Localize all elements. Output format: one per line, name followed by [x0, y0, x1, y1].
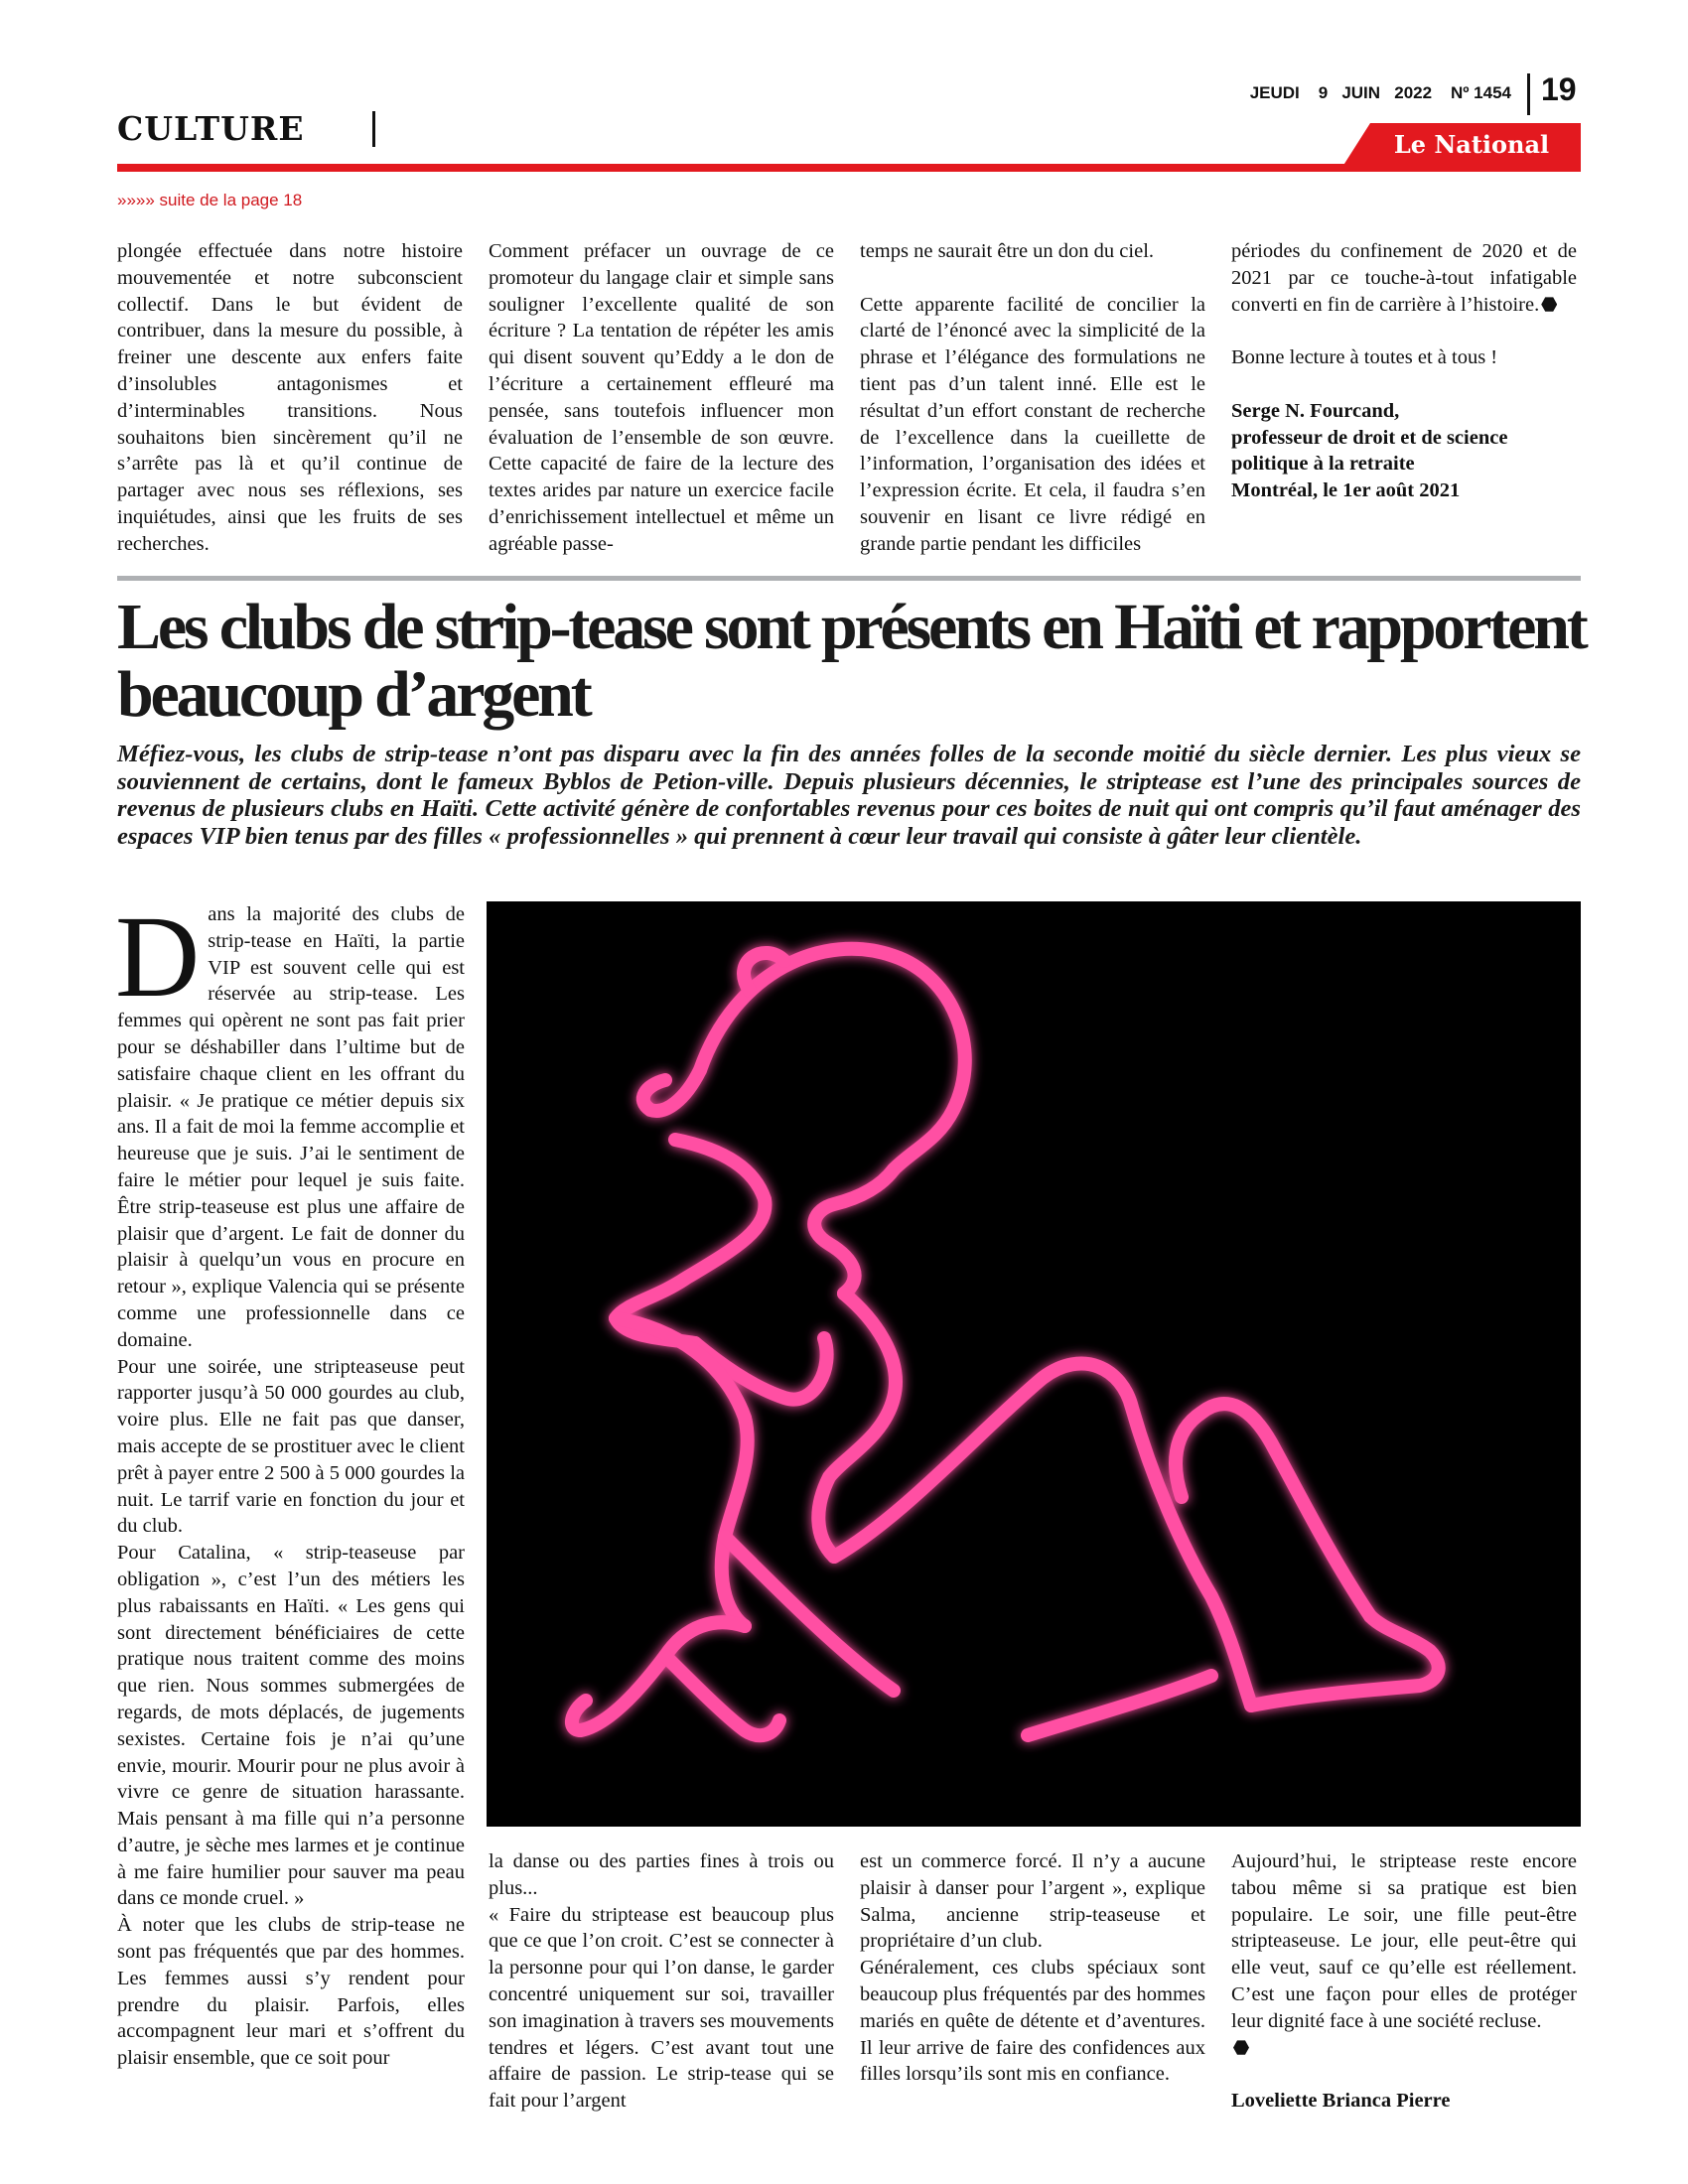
date-day: JEUDI	[1249, 83, 1300, 102]
article-col4-paragraph-1: Aujourd’hui, le striptease reste encore tabou même si sa pratique est bien populaire. Le soir, une fille peut-être stripteaseuse. Le jour, elle peut-être qui elle veut, sauf ce qu’elle est réellement. C’est une façon pour elles de protéger leur dignité face à une société recluse.	[1231, 1848, 1577, 2061]
prev-col2-text: Comment préfacer un ouvrage de ce promoteur du langage clair et simple sans souligner l’excellente qualité de son écriture ? La tentation de répéter les amis qui disent souvent qu’Eddy a le don de l’écriture a certainement effleuré ma pensée, sans toutefois influencer mon évaluation de l’ensemble de son œuvre. Cette capacité de faire de la lecture des textes arides par nature un exercice facile d’enrichissement intellectuel et même un agréable passe-	[489, 240, 834, 555]
prev-col4-text-b: Bonne lecture à toutes et à tous !	[1231, 346, 1498, 369]
article-column-4	[1231, 1848, 1577, 2115]
section-divider	[372, 111, 375, 147]
prev-signature-name: Serge N. Fourcand,	[1231, 399, 1400, 422]
end-mark-icon	[1541, 297, 1557, 313]
article-author: Loveliette Brianca Pierre	[1231, 2090, 1451, 2113]
drop-cap: D	[115, 891, 201, 1022]
article-headline: Les clubs de strip-tease sont présents en Haïti et rapportent beaucoup d’argent	[117, 591, 1586, 731]
prev-article-column-1	[117, 238, 463, 558]
article-separator	[117, 576, 1581, 581]
article-photo	[487, 901, 1581, 1827]
prev-article-column-4	[1231, 238, 1577, 504]
prev-article-column-3	[860, 238, 1205, 558]
prev-col1-text: plongée effectuée dans notre histoire mouvementée et notre subconscient collectif. Dans le but évident de contribuer, dans la mesure du possible, à freiner une descente aux enfers faite d’insolubles antagonismes et d’interminables transitions. Nous souhaitons bien sincèrement qu’il ne s’arrête pas là et qu’il continue de partager avec nous ses réflexions, ses inquiétudes, ainsi que les fruits de ses recherches.	[117, 240, 463, 555]
article-column-2	[489, 1848, 834, 2115]
prev-col4-text-a: périodes du confinement de 2020 et de 2021 par ce touche-à-tout infatigable converti en fin de carrière à l’histoire.	[1231, 240, 1577, 316]
prev-signature-title: professeur de droit et de science politique à la retraite	[1231, 426, 1508, 476]
article-col1-paragraph-1: Dans la majorité des clubs de strip-tease en Haïti, la partie VIP est souvent celle qui est réservée au strip-tease. Les femmes qui opèrent ne sont pas fait prier pour se déshabiller dans l’ultime but de satisfaire chaque client en les offrant du plaisir. « Je pratique ce métier depuis six ans. Il a fait de moi la femme accomplie et heureuse que je suis. J’ai le sentiment de faire le métier pour lequel je suis faite. Être strip-teaseuse est plus une affaire de plaisir que d’argent. Le fait de donner du plaisir à quelqu’un vous en procure en retour », explique Valencia qui se présente comme une professionnelle dans ce domaine.	[115, 891, 465, 1351]
article-col2-paragraph-2: « Faire du striptease est beaucoup plus que ce que l’on croit. C’est se connecter à la personne pour qui l’on danse, le garder concentré uniquement sur soi, travailler son imagination à travers ses mouvements tendres et légers. C’est avant tout une affaire de passion. Le strip-tease qui se fait pour l’argent	[489, 1903, 834, 2113]
article-col2-paragraph-1: la danse ou des parties fines à trois ou plus...	[489, 1850, 834, 1899]
article-standfirst: Méfiez-vous, les clubs de strip-tease n’ont pas disparu avec la fin des années folles de la seconde moitié du siècle dernier. Les plus vieux se souviennent de certains, dont le fameux Byblos de Petion-ville. Depuis plusieurs décennies, le striptease est l’une des principales sources de revenus de plusieurs clubs en Haïti. Cette activité génère de confortables revenus pour ces boites de nuit qui ont compris qu’il faut aménager des espaces VIP bien tenus par des filles « professionnelles » qui prennent à cœur leur travail qui consiste à gâter leur clientèle.	[117, 741, 1581, 850]
issue-number: Nº 1454	[1450, 83, 1511, 102]
continued-from: »»»» suite de la page 18	[117, 191, 303, 209]
article-column-1	[115, 891, 465, 2072]
article-col3-paragraph-1: est un commerce forcé. Il n’y a aucune plaisir à danser pour l’argent », explique Salma, ancienne strip-teaseuse et propriétaire d’un club.	[860, 1850, 1205, 1953]
prev-col3-text-a: temps ne saurait être un don du ciel.	[860, 240, 1155, 262]
article-col1-paragraph-2: Pour une soirée, une stripteaseuse peut rapporter jusqu’à 50 000 gourdes au club, voire plus. Elle ne fait pas que danser, mais accepte de se prostituer avec le client prêt à payer entre 2 500 à 5 000 gourdes la nuit. Le tarrif varie en fonction du jour et du club.	[117, 1355, 465, 1538]
page-number-divider	[1527, 73, 1530, 115]
end-mark-icon	[1233, 2040, 1249, 2056]
header-rule	[117, 164, 1581, 172]
dateline	[1250, 83, 1511, 103]
prev-article-column-2	[489, 238, 834, 558]
prev-signature-place: Montréal, le 1er août 2021	[1231, 479, 1461, 502]
article-col1-paragraph-4: À noter que les clubs de strip-tease ne sont pas fréquentés que par des hommes. Les femmes aussi s’y rendent pour prendre du plaisir. Parfois, elles accompagnent leur mari et s’offrent du plaisir ensemble, que ce soit pour	[117, 1914, 465, 2070]
neon-silhouette-image	[487, 901, 1581, 1827]
article-column-3	[860, 1848, 1205, 2088]
date-month: JUIN	[1341, 83, 1381, 102]
article-col3-paragraph-2: Généralement, ces clubs spéciaux sont beaucoup plus fréquentés par des hommes mariés en quête de détente et d’aventures. Il leur arrive de faire des confidences aux filles lorsqu’ils sont mis en confiance.	[860, 1957, 1205, 2086]
prev-col3-text-b: Cette apparente facilité de concilier la clarté de l’énoncé avec la simplicité de la phrase et l’élégance des formulations ne tient pas d’un talent inné. Elle est le résultat d’un effort constant de recherche de l’excellence dans la cueillette de l’information, l’organisation des idées et l’expression écrite. Et cela, il faudra s’en souvenir en lisant ce livre rédigé en grande partie pendant les difficiles	[860, 293, 1205, 555]
brand-name: Le National	[1393, 130, 1550, 159]
article-col1-paragraph-3: Pour Catalina, « strip-teaseuse par obligation », c’est l’un des métiers les plus rabaissants en Haïti. « Les gens qui sont directement bénéficiaires de cette pratique nous traitent comme des moins que rien. Nous sommes submergées de regards, de mots déplacés, de jugements sexistes. Certaine fois je n’ai qu’une envie, mourir. Mourir pour ne plus avoir à vivre ce genre de situation harassante. Mais pensant à ma fille qui n’a personne d’autre, je sèche mes larmes et je continue à me faire humilier pour sauver ma peau dans ce monde cruel. »	[117, 1542, 465, 1910]
date-year: 2022	[1394, 83, 1433, 102]
date-number: 9	[1318, 83, 1329, 102]
page-number: 19	[1541, 71, 1577, 107]
section-title: CULTURE	[117, 109, 305, 148]
